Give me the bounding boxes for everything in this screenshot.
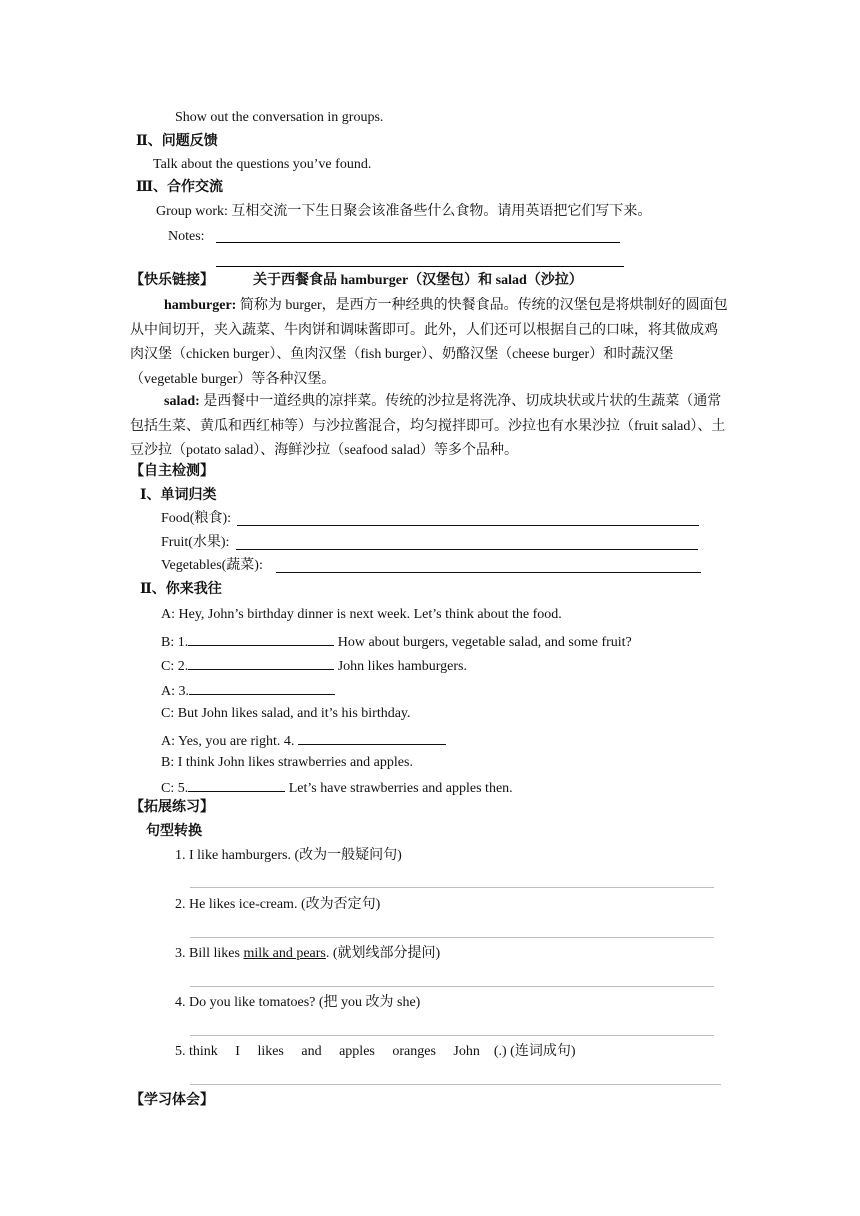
answer-line-2[interactable]	[190, 937, 714, 938]
vegetables-answer-line[interactable]	[276, 572, 701, 573]
link-heading: 【快乐链接】	[130, 273, 214, 288]
sentence-transform-heading: 句型转换	[146, 824, 202, 839]
dialogue-line-3: C: 2. John likes hamburgers.	[161, 655, 467, 676]
fruit-label: Fruit(水果):	[161, 535, 230, 550]
question-5: 5. think I likes and apples oranges John (.) (连词成句)	[175, 1044, 576, 1059]
underlined-phrase: milk and pears	[243, 946, 326, 961]
notes-line-1[interactable]	[216, 242, 620, 243]
hamburger-paragraph	[130, 294, 730, 392]
answer-line-4[interactable]	[190, 1035, 714, 1036]
question-4: 4. Do you like tomatoes? (把 you 改为 she)	[175, 995, 421, 1010]
hamburger-term: hamburger:	[164, 298, 237, 313]
answer-line-3[interactable]	[190, 986, 714, 987]
food-answer-line[interactable]	[237, 525, 699, 526]
word-sort-heading: Ⅰ、单词归类	[140, 488, 217, 503]
self-test-heading: 【自主检测】	[130, 464, 214, 479]
salad-term: salad:	[164, 394, 200, 409]
notes-label: Notes:	[168, 229, 205, 244]
question-2: 2. He likes ice-cream. (改为否定句)	[175, 897, 381, 912]
blank-4[interactable]	[298, 730, 446, 745]
feedback-heading: Ⅱ、问题反馈	[136, 134, 218, 149]
extension-heading: 【拓展练习】	[130, 800, 214, 815]
hamburger-text: 简称为 burger，是西方一种经典的快餐食品。传统的汉堡包是将烘制好的圆面包从中间切开，夹入蔬菜、牛肉饼和调味酱即可。此外，人们还可以根据自己的口味，将其做成鸡肉汉堡（chicken burger）、鱼肉汉堡（fish burger）、奶酪汉堡（cheese burger）和时蔬汉堡（vegetable burger）等各种汉堡。	[130, 298, 728, 387]
answer-line-1[interactable]	[190, 887, 714, 888]
notes-line-2[interactable]	[216, 266, 624, 267]
dialogue-line-6: A: Yes, you are right. 4.	[161, 730, 446, 751]
answer-line-5[interactable]	[190, 1084, 721, 1085]
show-out-text: Show out the conversation in groups.	[175, 110, 384, 125]
dialogue-heading: Ⅱ、你来我往	[140, 582, 222, 597]
group-work-text: Group work: 互相交流一下生日聚会该准备些什么食物。请用英语把它们写下来。	[156, 204, 652, 219]
food-label: Food(粮食):	[161, 511, 231, 526]
link-title: 关于西餐食品 hamburger（汉堡包）和 salad（沙拉）	[253, 273, 583, 288]
blank-3[interactable]	[189, 680, 335, 695]
feedback-text: Talk about the questions you’ve found.	[153, 157, 372, 172]
vegetables-label: Vegetables(蔬菜):	[161, 558, 263, 573]
dialogue-line-5: C: But John likes salad, and it’s his birthday.	[161, 706, 411, 721]
question-1: 1. I like hamburgers. (改为一般疑问句)	[175, 848, 402, 863]
blank-2[interactable]	[188, 655, 334, 670]
blank-1[interactable]	[188, 631, 334, 646]
question-3: 3. Bill likes milk and pears. (就划线部分提问)	[175, 946, 441, 961]
blank-5[interactable]	[188, 777, 285, 792]
fruit-answer-line[interactable]	[236, 549, 698, 550]
coop-heading: Ⅲ、合作交流	[136, 180, 224, 195]
dialogue-line-2: B: 1. How about burgers, vegetable salad, and some fruit?	[161, 631, 632, 652]
reflection-heading: 【学习体会】	[130, 1093, 214, 1108]
dialogue-line-7: B: I think John likes strawberries and apples.	[161, 755, 413, 770]
dialogue-line-4: A: 3.	[161, 680, 335, 701]
salad-paragraph	[130, 390, 730, 464]
dialogue-line-8: C: 5. Let’s have strawberries and apples then.	[161, 777, 513, 798]
dialogue-line-1: A: Hey, John’s birthday dinner is next week. Let’s think about the food.	[161, 607, 562, 622]
salad-text: 是西餐中一道经典的凉拌菜。传统的沙拉是将洗净、切成块状或片状的生蔬菜（通常包括生菜、黄瓜和西红柿等）与沙拉酱混合，均匀搅拌即可。沙拉也有水果沙拉（fruit salad）、土豆沙拉（potato salad）、海鲜沙拉（seafood salad）等多个品种。	[130, 394, 726, 458]
